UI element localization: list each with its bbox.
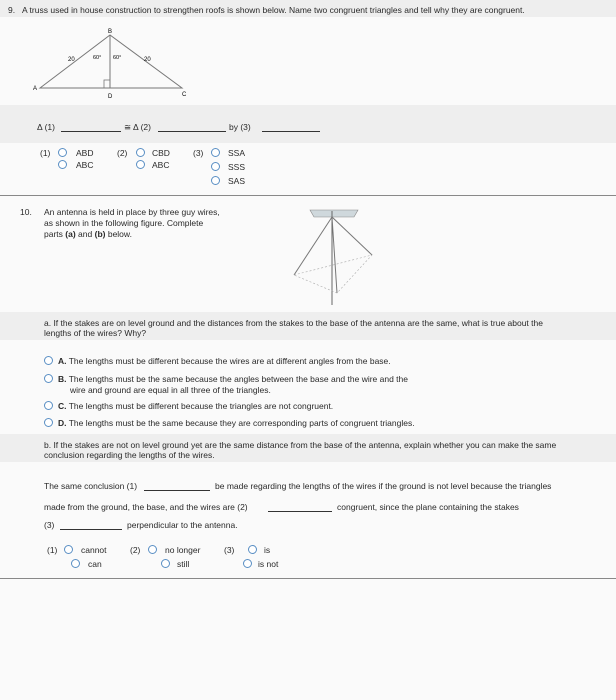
q9-option-abc: ABC bbox=[76, 160, 94, 170]
part-b-radio-is-not[interactable] bbox=[243, 559, 252, 568]
part-b-sentence2-pre: made from the ground, the base, and the wires are (2) bbox=[44, 502, 248, 512]
part-b-option-is: is bbox=[264, 545, 271, 555]
q9-option-abc-2: ABC bbox=[152, 160, 170, 170]
part-b-radio-cannot[interactable] bbox=[64, 545, 73, 554]
part-a-text-b-line2: wire and ground are equal in all three of the triangles. bbox=[70, 385, 271, 395]
part-a-question-line1: a. If the stakes are on level ground and the distances from the stakes to the base of the antenna are the same, what is true about the bbox=[44, 318, 543, 328]
part-b-option-no-longer: no longer bbox=[165, 545, 201, 555]
part-a-text-c: The lengths must be different because the triangles are not congruent. bbox=[68, 401, 334, 411]
q9-radio-abd[interactable] bbox=[58, 148, 67, 157]
q10-intro-line3 bbox=[44, 229, 132, 239]
q9-blank-3[interactable] bbox=[262, 131, 320, 132]
q9-by-label: by (3) bbox=[229, 122, 251, 132]
angle-left: 20 bbox=[68, 57, 75, 63]
divider-q9-q10 bbox=[0, 195, 616, 196]
part-b-radio-is[interactable] bbox=[248, 545, 257, 554]
part-a-radio-d[interactable] bbox=[44, 418, 53, 427]
part-a-letter-a: A. bbox=[58, 356, 67, 366]
part-b-radio-no-longer[interactable] bbox=[148, 545, 157, 554]
q10-intro-b: (b) bbox=[94, 229, 106, 239]
q9-number: 9. bbox=[8, 5, 16, 15]
part-b-sentence2-post: congruent, since the plane containing the stakes bbox=[337, 502, 519, 512]
guy-wire-center bbox=[332, 217, 337, 293]
part-a-letter-b: B. bbox=[58, 374, 67, 384]
q9-option-ssa: SSA bbox=[228, 148, 246, 158]
truss-figure bbox=[30, 26, 200, 102]
q10-intro-line1: An antenna is held in place by three guy wires, bbox=[44, 207, 220, 217]
q9-statement-band bbox=[0, 105, 616, 143]
part-b-group2-label: (2) bbox=[130, 545, 141, 555]
q9-blank-2[interactable] bbox=[158, 131, 226, 132]
antenna-top-bar bbox=[310, 210, 358, 217]
q9-radio-abc-2[interactable] bbox=[136, 160, 145, 169]
angle-b-right: 60° bbox=[113, 55, 122, 61]
vertex-d: D bbox=[108, 94, 113, 100]
divider-bottom bbox=[0, 578, 616, 579]
q9-group1-label: (1) bbox=[40, 148, 51, 158]
part-b-option-still: still bbox=[177, 559, 190, 569]
q9-tri1-label: Δ (1) bbox=[37, 122, 55, 132]
part-b-sentence1-pre: The same conclusion (1) bbox=[44, 481, 138, 491]
part-a-option-d bbox=[58, 418, 415, 428]
q9-option-sss: SSS bbox=[228, 162, 246, 172]
part-b-question-line1: b. If the stakes are not on level ground yet are the same distance from the base of the antenna, explain whether you can make the same bbox=[44, 440, 557, 450]
vertex-b: B bbox=[108, 29, 113, 35]
part-a-question-line2: lengths of the wires? Why? bbox=[44, 328, 147, 338]
q9-group2-label: (2) bbox=[117, 148, 128, 158]
part-b-sentence3-pre: (3) bbox=[44, 520, 55, 530]
part-b-radio-can[interactable] bbox=[71, 559, 80, 568]
part-a-option-c bbox=[58, 401, 333, 411]
q9-radio-cbd[interactable] bbox=[136, 148, 145, 157]
q9-option-abd: ABD bbox=[76, 148, 94, 158]
part-a-option-b bbox=[58, 374, 408, 384]
q9-tri2-label: ≅ Δ (2) bbox=[124, 122, 151, 132]
q10-intro-below: below. bbox=[107, 229, 132, 239]
q9-option-sas: SAS bbox=[228, 176, 246, 186]
part-b-blank-1[interactable] bbox=[144, 490, 210, 491]
q9-blank-1[interactable] bbox=[61, 131, 121, 132]
right-angle-mark bbox=[104, 80, 110, 88]
ground-triangle bbox=[294, 255, 372, 293]
angle-right: 20 bbox=[144, 57, 151, 63]
part-a-letter-c: C. bbox=[58, 401, 67, 411]
q10-intro-a: (a) bbox=[65, 229, 76, 239]
q9-group3-label: (3) bbox=[193, 148, 204, 158]
q10-intro-line2: as shown in the following figure. Complete bbox=[44, 218, 204, 228]
part-b-question-line2: conclusion regarding the lengths of the wires. bbox=[44, 450, 215, 460]
part-b-option-can: can bbox=[88, 559, 102, 569]
q9-radio-sss[interactable] bbox=[211, 162, 220, 171]
part-a-radio-a[interactable] bbox=[44, 356, 53, 365]
part-a-text-a: The lengths must be different because the wires are at different angles from the base. bbox=[68, 356, 391, 366]
part-b-sentence3-post: perpendicular to the antenna. bbox=[127, 520, 238, 530]
vertex-a: A bbox=[33, 86, 38, 92]
part-a-text-d: The lengths must be the same because they are corresponding parts of congruent triangles. bbox=[68, 418, 415, 428]
part-b-option-is-not: is not bbox=[258, 559, 279, 569]
part-b-group3-label: (3) bbox=[224, 545, 235, 555]
q9-radio-abc[interactable] bbox=[58, 160, 67, 169]
guy-wire-right bbox=[332, 217, 372, 255]
q9-option-cbd: CBD bbox=[152, 148, 170, 158]
guy-wire-left bbox=[294, 217, 332, 275]
part-b-radio-still[interactable] bbox=[161, 559, 170, 568]
part-a-radio-b[interactable] bbox=[44, 374, 53, 383]
q10-intro-and: and bbox=[78, 229, 93, 239]
q9-radio-sas[interactable] bbox=[211, 176, 220, 185]
part-b-option-cannot: cannot bbox=[81, 545, 107, 555]
q10-number: 10. bbox=[20, 207, 32, 217]
angle-b-left: 60° bbox=[93, 55, 102, 61]
vertex-c: C bbox=[182, 92, 187, 98]
part-a-text-b: The lengths must be the same because the angles between the base and the wire and the bbox=[68, 374, 409, 384]
part-a-letter-d: D. bbox=[58, 418, 67, 428]
q9-prompt: A truss used in house construction to strengthen roofs is shown below. Name two congruent triangles and tell why they are congruent. bbox=[22, 5, 525, 15]
q10-intro-parts: parts bbox=[44, 229, 63, 239]
part-a-option-a bbox=[58, 356, 391, 366]
part-b-blank-2[interactable] bbox=[268, 511, 332, 512]
truss-triangle bbox=[40, 35, 182, 88]
part-a-radio-c[interactable] bbox=[44, 401, 53, 410]
part-b-sentence1-post: be made regarding the lengths of the wires if the ground is not level because the triangles bbox=[215, 481, 552, 491]
q9-radio-ssa[interactable] bbox=[211, 148, 220, 157]
antenna-figure bbox=[292, 205, 374, 307]
part-b-blank-3[interactable] bbox=[60, 529, 122, 530]
part-b-group1-label: (1) bbox=[47, 545, 58, 555]
